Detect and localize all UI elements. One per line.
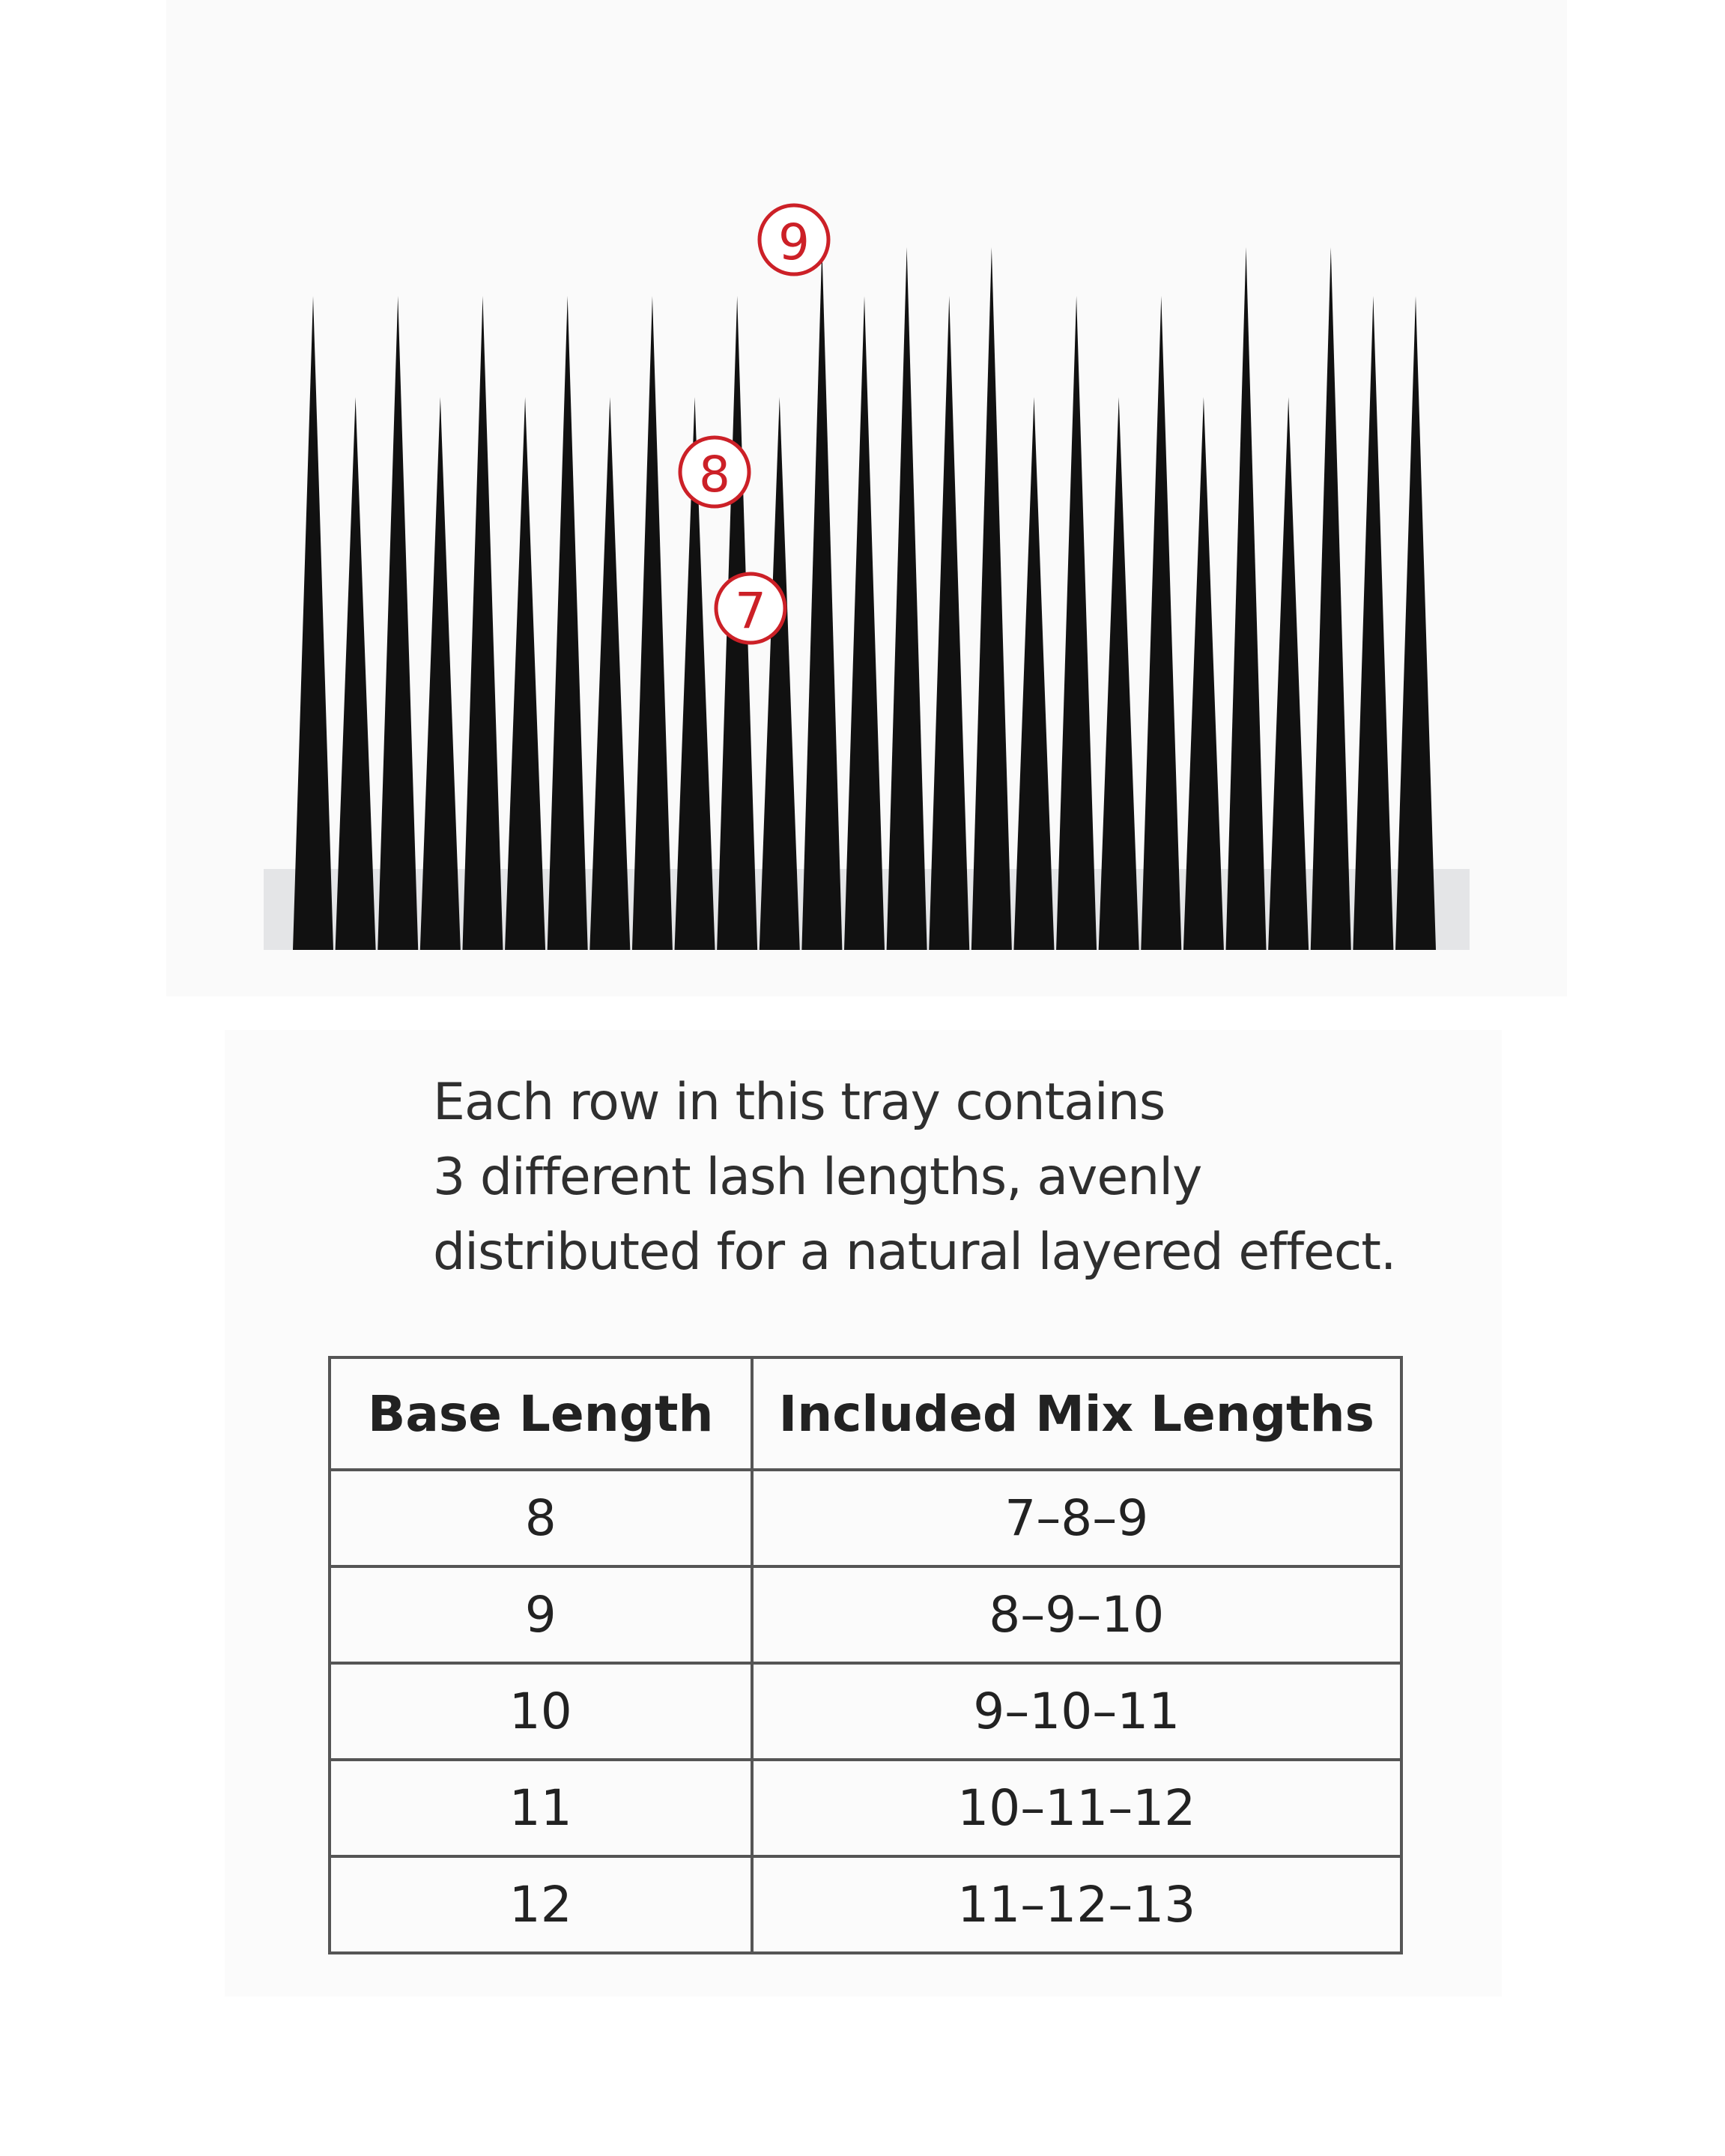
cell-mix-lengths: 7–8–9: [752, 1470, 1401, 1566]
lash-2: [336, 397, 376, 950]
lashes-group: [293, 247, 1436, 950]
lash-8: [589, 397, 630, 950]
cell-base-length: 10: [330, 1663, 752, 1760]
cell-mix-lengths: 10–11–12: [752, 1760, 1401, 1856]
lash-20: [1099, 397, 1139, 950]
header-base-length: Base Length: [330, 1357, 752, 1470]
cell-mix-lengths: 8–9–10: [752, 1566, 1401, 1663]
marker-7-label: 7: [735, 582, 766, 640]
lash-25: [1311, 247, 1351, 950]
lash-5: [462, 296, 503, 950]
marker-8-label: 8: [699, 446, 730, 503]
table-row: [330, 1856, 1401, 1953]
marker-9-label: 9: [778, 214, 810, 271]
lash-4: [420, 397, 461, 950]
cell-base-length: 11: [330, 1760, 752, 1856]
lash-12: [760, 397, 800, 950]
lash-tray-diagram: [0, 0, 1725, 996]
marker-7: [716, 574, 785, 643]
cell-base-length: 8: [330, 1470, 752, 1566]
lash-18: [1013, 397, 1054, 950]
length-mix-table: [328, 1356, 1403, 1954]
lash-15: [887, 247, 927, 950]
lash-22: [1183, 397, 1224, 950]
table-row: [330, 1470, 1401, 1566]
description-line-1: Each row in this tray contains: [433, 1073, 1165, 1132]
cell-base-length: 12: [330, 1856, 752, 1953]
table-row: [330, 1663, 1401, 1760]
lash-14: [844, 296, 885, 950]
lash-26: [1353, 296, 1393, 950]
length-markers: [680, 205, 828, 643]
lash-9: [632, 296, 673, 950]
marker-9: [760, 205, 828, 274]
lash-27: [1395, 296, 1436, 950]
lash-7: [548, 296, 588, 950]
table-header-row: [330, 1357, 1401, 1470]
table-row: [330, 1760, 1401, 1856]
cell-mix-lengths: 11–12–13: [752, 1856, 1401, 1953]
lash-13: [801, 247, 842, 950]
lash-16: [929, 296, 969, 950]
lash-21: [1141, 296, 1181, 950]
lash-24: [1268, 397, 1309, 950]
lash-17: [971, 247, 1012, 950]
cell-base-length: 9: [330, 1566, 752, 1663]
lash-23: [1226, 247, 1267, 950]
lash-1: [293, 296, 333, 950]
marker-8: [680, 437, 749, 506]
lash-19: [1056, 296, 1097, 950]
description-line-2: 3 different lash lengths, avenly: [433, 1148, 1202, 1207]
cell-mix-lengths: 9–10–11: [752, 1663, 1401, 1760]
table-row: [330, 1566, 1401, 1663]
description-text: [433, 1065, 1482, 1290]
description-line-3: distributed for a natural layered effect.: [433, 1223, 1396, 1282]
header-mix-lengths: Included Mix Lengths: [752, 1357, 1401, 1470]
lash-3: [378, 296, 418, 950]
lash-6: [505, 397, 545, 950]
